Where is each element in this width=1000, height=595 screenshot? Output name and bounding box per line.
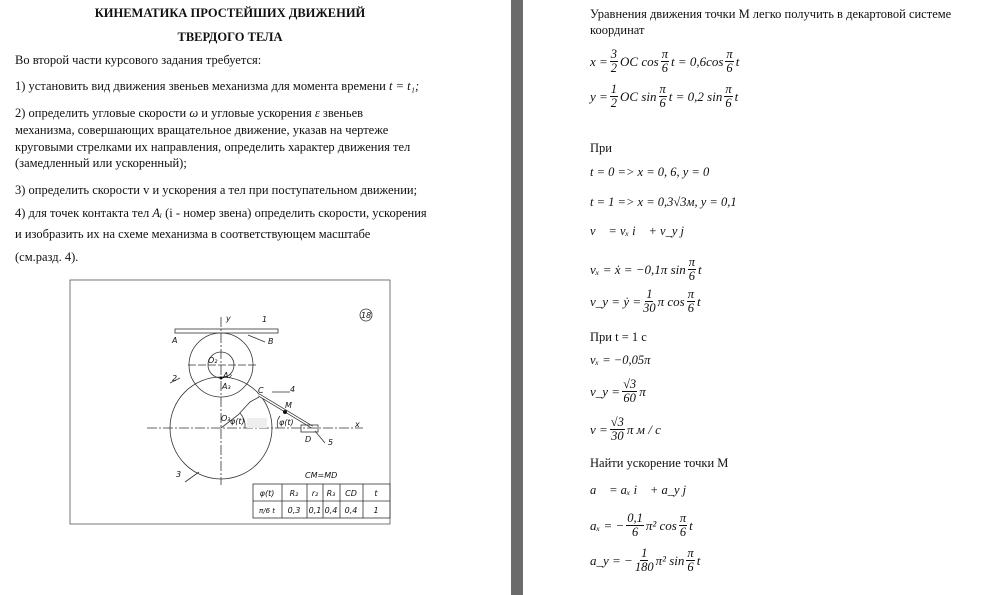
task-item-2-line: (замедленный или ускоренный); [15,156,187,170]
task-text: 2) определить угловые скорости [15,106,187,120]
numerator: π [725,82,732,96]
table-cell: π/6 t [259,507,275,515]
denominator: 30 [611,429,624,443]
eq-part: t = 0,2 sin [668,88,723,104]
fraction [659,83,667,110]
numerator: π [726,47,733,61]
math-inline: ε [314,106,320,120]
fraction [610,83,618,110]
denominator: 6 [726,61,733,75]
task-text: и угловые ускорения [201,106,312,120]
eq-part: t [689,517,693,533]
numerator: √3 [610,415,624,429]
equation-y [590,83,738,110]
denominator: 6 [661,61,668,75]
eq-part: v = [590,421,608,437]
fraction [643,288,656,315]
denominator: 6 [631,525,639,539]
equation-vx-value: vₓ = −0,05π [590,353,651,367]
fraction [626,512,644,539]
denominator: 180 [634,560,654,574]
intro-text: координат [590,23,645,37]
numerator: π [661,47,668,61]
numerator: π [659,82,666,96]
equation-t1: t = 1 => x = 0,3√3м, y = 0,1 [590,195,737,209]
label-d: D [305,435,312,444]
table-header: r₂ [311,489,319,498]
fraction [725,48,733,75]
intro-text: Уравнения движения точки М легко получить в декартовой системе [590,7,952,21]
equation-vy-value [590,378,646,405]
label-2: 2 [172,374,178,383]
denominator: 60 [623,391,636,405]
eq-part: π [639,383,646,399]
task-item-2-line: круговыми стрелками их направления, определить характер движения тел [15,140,411,154]
denominator: 6 [679,525,687,539]
equation-velocity-vector: v⃗ = vₓ i⃗ + v_y j⃗ [590,224,694,238]
numerator: 1 [646,287,653,301]
eq-part: π м / c [626,421,661,437]
task-item-2-line: механизма, совершающих вращательное движение, указав на чертеже [15,123,389,137]
page-title: КИНЕМАТИКА ПРОСТЕЙШИХ ДВИЖЕНИЙ [94,6,366,20]
table-cell: 1 [373,506,379,515]
eq-part: t [735,53,740,69]
eq-part: v_y = ẏ = [590,293,642,309]
eq-part: vₓ = ẋ = −0,1π sin [590,261,686,277]
fraction [635,547,654,574]
fraction [679,512,687,539]
table-cell: 0,1 [308,506,322,515]
task-text: 1) установить вид движения звеньев механизма для момента времени [15,79,386,93]
table-cell: 0,4 [344,506,358,515]
fraction [686,547,694,574]
task-text: 4) для точек контакта тел [15,206,150,220]
eq-part: π² cos [645,517,677,533]
label-5: 5 [328,438,334,447]
label-a2: A₂ [223,371,232,380]
label-y: y [226,314,231,323]
label-c: C [258,386,264,395]
condition-text: CM=MD [305,471,338,480]
eq-part: t [696,552,701,568]
table-cell: 0,3 [287,506,301,515]
equation-ay [590,547,700,574]
fraction [687,288,695,315]
denominator: 6 [725,96,732,110]
numerator: π [679,511,687,525]
table-header: t [374,489,378,498]
fraction [724,83,732,110]
eq-part: π² sin [655,552,685,568]
text-pri-t1: При t = 1 c [590,330,647,344]
label-o2: O₂ [208,356,218,365]
intro-text: Во второй части курсового задания требуется: [15,53,262,67]
equation-ax [590,512,693,539]
table-header: φ(t) [259,489,275,498]
denominator: 2 [610,61,618,75]
fraction [688,256,696,283]
numerator: 3 [610,47,618,61]
fraction [610,416,625,443]
fraction [610,48,618,75]
label-b: B [268,337,274,346]
numerator: π [687,287,694,301]
label-a: A [172,336,178,345]
equation-v-value [590,416,661,443]
eq-part: π cos [657,293,685,309]
task-text: (i - номер звена) определить скорости, ускорения [165,206,427,220]
label-x: x [355,420,360,429]
numerator: √3 [623,377,637,391]
label-m: M [285,401,292,410]
math-inline: Aᵢ [152,206,163,220]
task-item-3: 3) определить скорости v и ускорения a тел при поступательном движении; [15,183,418,197]
variant-number: 18 [361,311,372,320]
text-pri: При [590,141,612,155]
denominator: 6 [659,96,666,110]
eq-part: v_y = [590,383,621,399]
equation-vy [590,288,701,315]
numerator: π [688,255,696,269]
eq-part: a_y = − [590,552,633,568]
eq-part: t [698,261,702,277]
fraction [661,48,669,75]
denominator: 6 [687,560,694,574]
equation-x [590,48,739,75]
equation-vx [590,256,702,283]
task-text: звеньев [322,106,364,120]
table-cell: 0,4 [324,506,338,515]
eq-part: OC cos [620,53,659,69]
label-o3: O₃ [221,414,231,423]
eq-part: t [734,88,739,104]
label-4: 4 [290,385,296,394]
numerator: 1 [610,82,618,96]
table-header: CD [345,489,357,498]
text-find-acceleration: Найти ускорение точки М [590,456,729,470]
eq-part: y = [590,88,608,104]
table-header: R₂ [289,489,299,498]
label-phi: φ(t) [230,417,245,426]
page-divider [511,0,523,595]
rack-1 [175,329,278,333]
numerator: 1 [641,546,648,560]
denominator: 2 [610,96,618,110]
denominator: 6 [687,301,694,315]
page-subtitle: ТВЕРДОГО ТЕЛА [177,30,283,44]
table-header: R₃ [326,489,336,498]
math-inline: t = t₁; [388,79,420,93]
eq-part: aₓ = − [590,517,625,533]
equation-acceleration-vector: a⃗ = aₓ i⃗ + a_y j⃗ [590,483,696,497]
numerator: π [687,546,694,560]
denominator: 30 [643,301,656,315]
fraction [622,378,637,405]
label-1: 1 [262,315,268,324]
eq-part: t [696,293,701,309]
equation-t0: t = 0 => x = 0, 6, y = 0 [590,165,710,179]
task-item-4-line: (см.разд. 4). [15,250,79,264]
eq-part: x = [590,53,608,69]
label-3: 3 [176,470,182,479]
task-item-4-line: и изобразить их на схеме механизма в соответствующем масштабе [15,227,371,241]
denominator: 6 [688,269,695,283]
eq-part: OC sin [620,88,657,104]
label-a3: A₃ [222,382,231,391]
math-inline: ω [189,106,199,120]
eq-part: t = 0,6cos [670,53,724,69]
numerator: 0,1 [627,511,643,525]
label-phi: φ(t) [279,418,294,427]
